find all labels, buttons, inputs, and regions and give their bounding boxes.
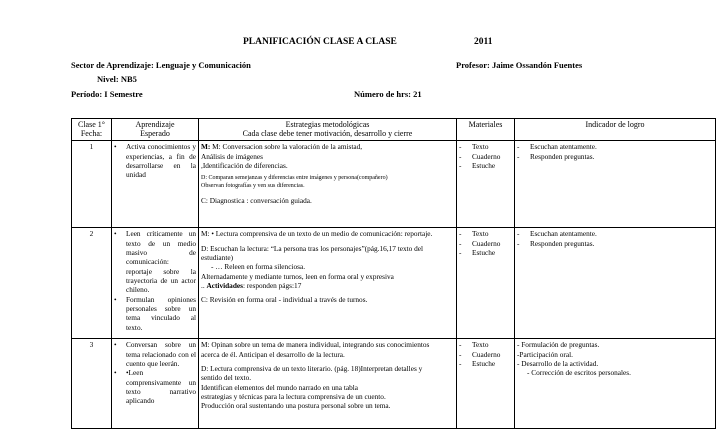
table-row (72, 228, 716, 339)
table-row (72, 141, 716, 228)
document-title: PLANIFICACIÓN CLASE A CLASE (243, 37, 397, 47)
nivel-label: Nivel: NB5 (97, 74, 137, 84)
table-row (72, 339, 716, 429)
row-number: 2 (72, 228, 112, 339)
bullet-icon: • (114, 368, 117, 378)
bullet-icon: • (114, 340, 117, 350)
col-header-materiales: Materiales (457, 119, 515, 141)
horas-label: Número de hrs: 21 (354, 89, 422, 99)
planning-table (71, 118, 716, 429)
profesor-label: Profesor: Jaime Ossandón Fuentes (456, 60, 583, 70)
row-number: 3 (72, 339, 112, 429)
indicador-cell: - Formulación de preguntas. -Participación oral. - Desarrollo de la actividad. - Corrección de escritos personales. (515, 339, 716, 429)
col-header-indicador: Indicador de logro (515, 119, 716, 141)
bullet-icon: • (114, 294, 117, 304)
col-header-aprendizaje: Aprendizaje Esperado (112, 119, 199, 141)
materiales-cell: - Texto - Cuaderno - Estuche (457, 339, 515, 429)
periodo-label: Período: I Semestre (71, 89, 143, 99)
document-year: 2011 (474, 37, 493, 47)
estrategias-cell: M: Opinan sobre un tema de manera individual, integrando sus conocimientos acerca de él. Anticipan el desarrollo de la lectura. D: Lectura comprensiva de un texto literario. (pág. 18)Interpretan detalles y sentido del texto. Identifican elementos del mundo narrado en una tabla estrategias y técnicas para la lectura comprensiva de un cuento. Producción oral sustentando una postura personal sobre un tema. (199, 339, 457, 429)
aprendizaje-cell: • Activa conocimientos y experiencias, a fin de desarrollarse en la unidad (112, 141, 199, 228)
estrategias-cell: M: • Lectura comprensiva de un texto de un medio de comunicación: reportaje. D: Escuchan la lectura: “La persona tras los personajes”(pág.16,17 texto del estudiante) - … Releen en forma silenciosa. Alternadamente y mediante turnos, leen en forma oral y expresiva .. Actividades: responden págs:17 C: Revisión en forma oral - individual a través de turnos. (199, 228, 457, 339)
col-header-estrategias: Estrategias metodológicas Cada clase debe tener motivación, desarrollo y cierre (199, 119, 457, 141)
indicador-cell: - Escuchan atentamente. - Responden preguntas. (515, 141, 716, 228)
col-header-clase: Clase 1° Fecha: (72, 119, 112, 141)
row-number: 1 (72, 141, 112, 228)
aprendizaje-cell: • Leen críticamente un texto de un medio masivo de comunicación: reportaje sobre la trayectoria de un actor chileno. • Formulan opiniones personales sobre un tema vinculado al texto. (112, 228, 199, 339)
bullet-icon: • (114, 142, 117, 152)
table-header-row (72, 119, 716, 141)
sector-label: Sector de Aprendizaje: Lenguaje y Comunicación (71, 60, 251, 70)
materiales-cell: - Texto - Cuaderno - Estuche (457, 141, 515, 228)
aprendizaje-cell: • Conversan sobre un tema relacionado con el cuento que leerán. • •Leen comprensivamente un texto narrativo aplicando (112, 339, 199, 429)
indicador-cell: - Escuchan atentamente. - Responden preguntas. (515, 228, 716, 339)
bullet-icon: • (114, 229, 117, 239)
estrategias-cell: M: M: Conversacion sobre la valoración de la amistad, Análisis de imágenes ,Identificación de diferencias. D: Comparan semejanzas y diferencias entre imágenes y persona(compañero) Observan fotografías y ven sus diferencias. C: Diagnostica : conversación guiada. (199, 141, 457, 228)
materiales-cell: - Texto - Cuaderno - Estuche (457, 228, 515, 339)
